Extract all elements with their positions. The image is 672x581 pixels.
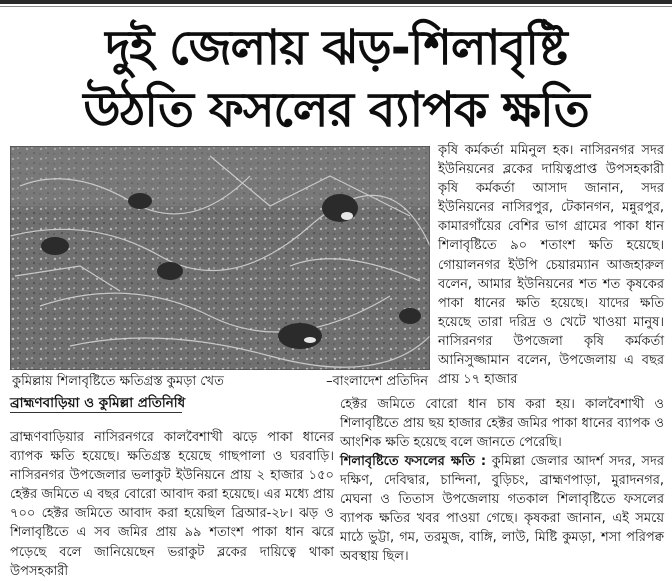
caption-text: কুমিল্লায় শিলাবৃষ্টিতে ক্ষতিগ্রস্ত কুমড়া খেত: [12, 374, 224, 389]
subhead: শিলাবৃষ্টিতে ফসলের ক্ষতি :: [340, 454, 487, 469]
body-subsection: [340, 452, 664, 567]
headline-line-2: উঠতি ফসলের ব্যাপক ক্ষতি: [83, 82, 589, 138]
subsection-text: কুমিল্লা জেলার আদর্শ সদর, সদর দক্ষিণ, দেবিদ্বার, চান্দিনা, বুড়িচং, ব্রাহ্মণপাড়া, মুরাদনগর, মেঘনা ও তিতাস উপজেলায় গতকাল শিলাবৃষ্টিতে ফসলের ব্যাপক ক্ষতির খবর পাওয়া গেছে। কৃষকরা জানান, এই সময়ে মাঠে ভুট্টা, গম, তরমুজ, বাঙ্গি, লাউ, মিষ্টি কুমড়া, শসা পরিপক্ব অবস্থায় ছিল।: [340, 454, 664, 565]
photo-credit: –বাংলাদেশ প্রতিদিন: [326, 374, 428, 389]
byline: ব্রাহ্মণবাড়িয়া ও কুমিল্লা প্রতিনিধি: [10, 395, 186, 411]
byline-underline: [10, 412, 182, 413]
top-rule-thin: [0, 6, 672, 7]
body-continuation: হেক্টর জমিতে বোরো ধান চাষ করা হয়। কালবৈশাখী ও শিলাবৃষ্টিতে প্রায় ছয় হাজার হেক্টর জমির পাকা ধানের ব্যাপক ও আংশিক ক্ষতি হয়েছে বলে জানতে পেরেছি।: [340, 397, 664, 451]
body-column-left: ব্রাহ্মণবাড়িয়ার নাসিরনগরে কালবৈশাখী ঝড়ে পাকা ধানের ব্যাপক ক্ষতি হয়েছে। ক্ষতিগ্রস্ত হয়েছে গাছপালা ও ঘরবাড়ি। নাসিরনগর উপজেলার ভলাকুট ইউনিয়নে প্রায় ২ হাজার ১৫০ হেক্টর জমিতে এ বছর বোরো আবাদ করা হয়েছে। এর মধ্যে প্রায় ৭০০ হেক্টর জমিতে আবাদ করা হয়েছিল ব্রিআর-২৮। ঝড় ও শিলাবৃষ্টিতে এ সব জমির প্রায় ৯৯ শতাংশ পাকা ধান ঝরে পড়েছে বলে জানিয়েছেন ভরাকুট ব্লকের দায়িত্বে থাকা উপসহকারী: [10, 430, 334, 579]
top-rule: [0, 0, 672, 4]
body-column-right: কৃষি কর্মকর্তা মমিনুল হক। নাসিরনগর সদর ইউনিয়নের ব্লকের দায়িত্বপ্রাপ্ত উপসহকারী কৃষি কর্মকর্তা আসাদ জানান, সদর ইউনিয়নের নাসিরপুর, টেকানগন, মন্নুরপুর, কামারগাঁয়ের বেশির ভাগ গ্রামের পাকা ধান শিলাবৃষ্টিতে ৯০ শতাংশ ক্ষতি হয়েছে। গোয়ালনগর ইউপি চেয়ারম্যান আজহারুল বলেন, আমার ইউনিয়নের শত শত কৃষকের পাকা ধানের ক্ষতি হয়েছে। যাদের ক্ষতি হয়েছে তারা দরিদ্র ও খেটে খাওয়া মানুষ। নাসিরনগর উপজেলা কৃষি কর্মকর্তা আনিসুজ্জামান বলেন, উপজেলায় এ বছর প্রায় ১৭ হাজার: [438, 143, 664, 388]
news-photo: [10, 146, 430, 370]
headline-line-1: দুই জেলায় ঝড়-শিলাবৃষ্টি: [105, 20, 567, 76]
photo-caption: [10, 372, 430, 392]
